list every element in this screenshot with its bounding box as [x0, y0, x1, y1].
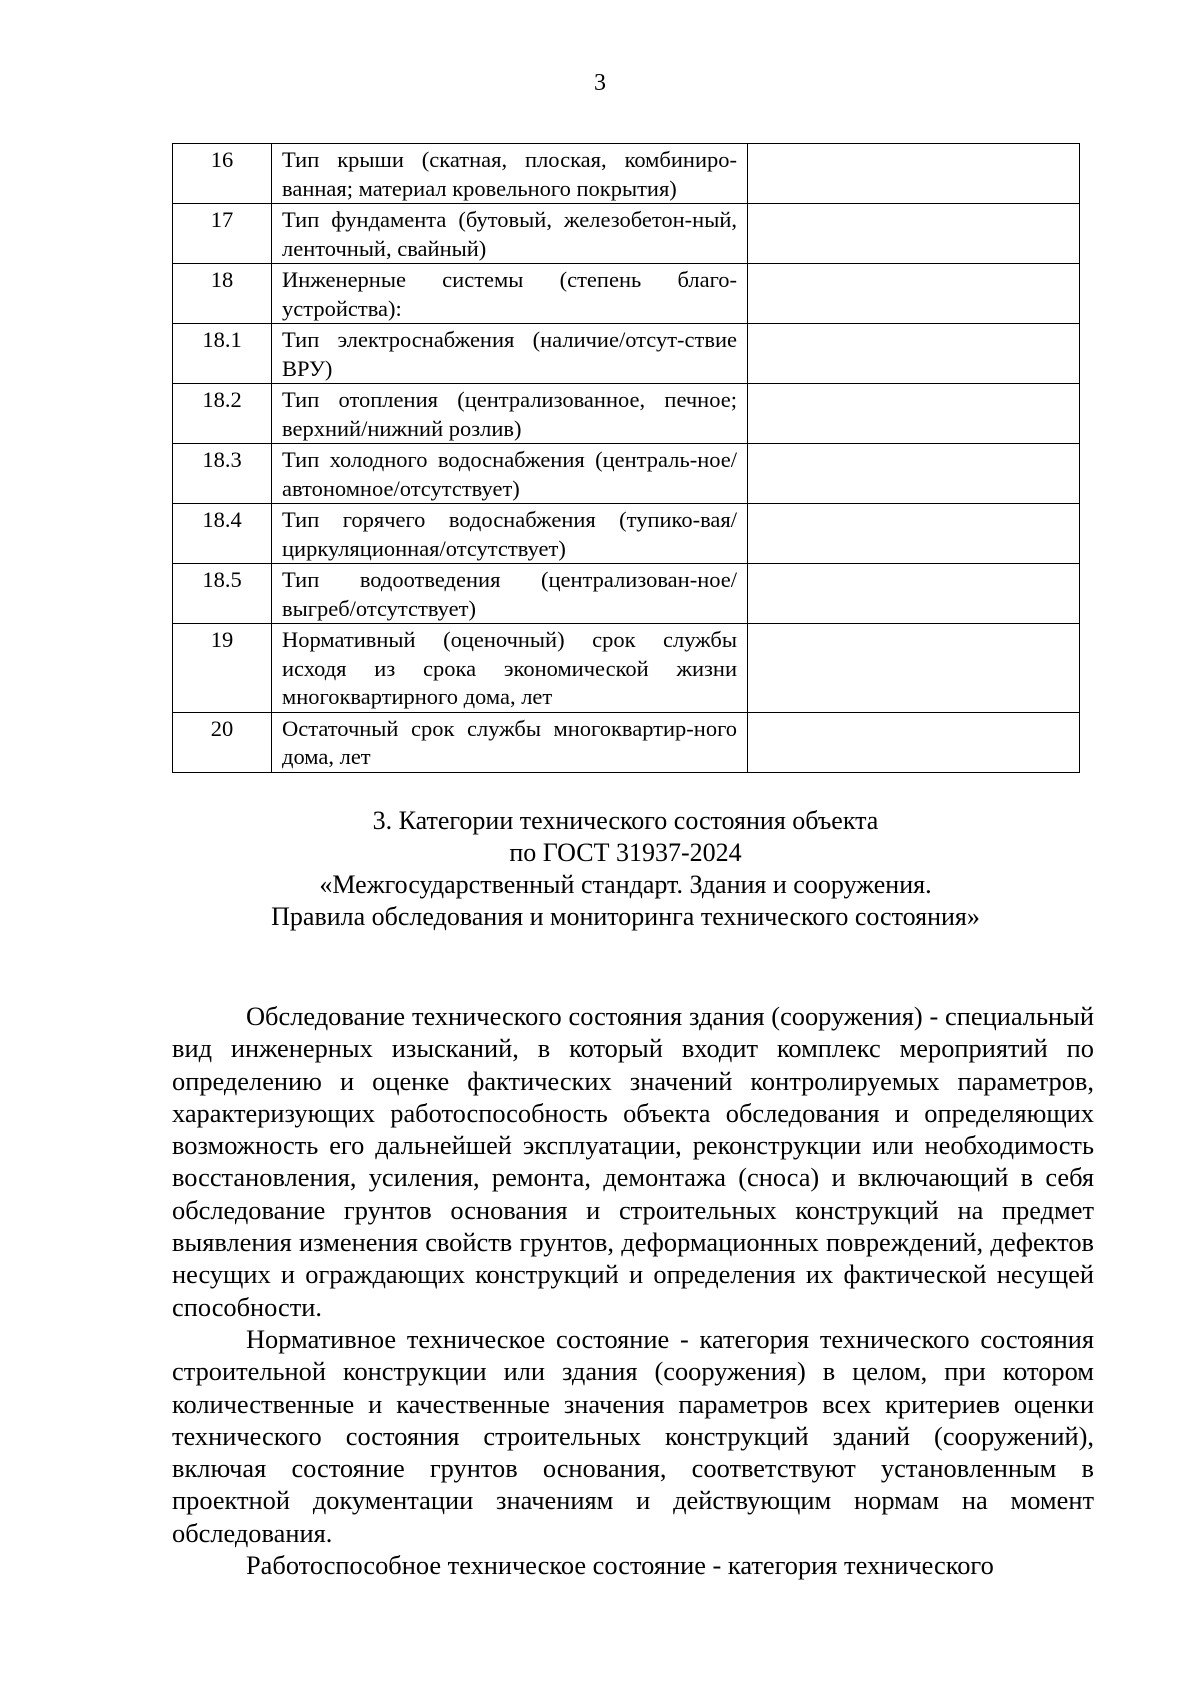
- table-row: [173, 712, 1080, 772]
- page-number: 3: [594, 70, 606, 96]
- table-row: [173, 624, 1080, 713]
- row-value: [748, 564, 1080, 624]
- row-number: 19: [173, 624, 272, 713]
- row-description: Тип холодного водоснабжения (централь-ное/автономное/отсутствует): [272, 444, 748, 504]
- row-value: [748, 324, 1080, 384]
- table-row: [173, 564, 1080, 624]
- table-row: [173, 384, 1080, 444]
- row-description: Нормативный (оценочный) срок службы исходя из срока экономической жизни многоквартирного дома, лет: [272, 624, 748, 713]
- row-number: 18.1: [173, 324, 272, 384]
- row-number: 18.5: [173, 564, 272, 624]
- row-value: [748, 144, 1080, 204]
- paragraph: Работоспособное техническое состояние - категория технического: [246, 1550, 994, 1581]
- row-value: [748, 204, 1080, 264]
- row-description: Тип водоотведения (централизован-ное/выгреб/отсутствует): [272, 564, 748, 624]
- row-value: [748, 504, 1080, 564]
- section-heading-line: 3. Категории технического состояния объекта: [372, 806, 879, 835]
- row-number: 18.3: [173, 444, 272, 504]
- building-info-table: [172, 143, 1080, 773]
- row-number: 20: [173, 712, 272, 772]
- section-heading: [172, 805, 1079, 933]
- row-number: 18: [173, 264, 272, 324]
- row-description: Инженерные системы (степень благо-устройства):: [272, 264, 748, 324]
- table-row: [173, 444, 1080, 504]
- paragraph: Нормативное техническое состояние - категория технического состояния строительной конструкции или здания (сооружения) в целом, при котором количественные и качественные значения параметров всех критериев оценки технического состояния строительных конструкций зданий (сооружений), включая состояние грунтов основания, соответствуют установленным в проектной документации значениям и действующим нормам на момент обследования.: [172, 1323, 1094, 1548]
- row-value: [748, 264, 1080, 324]
- row-value: [748, 624, 1080, 713]
- row-value: [748, 712, 1080, 772]
- row-description: Тип отопления (централизованное, печное; верхний/нижний розлив): [272, 384, 748, 444]
- row-description: Тип горячего водоснабжения (тупико-вая/циркуляционная/отсутствует): [272, 504, 748, 564]
- table-row: [173, 504, 1080, 564]
- table-row: [173, 324, 1080, 384]
- table-row: [173, 264, 1080, 324]
- row-number: 17: [173, 204, 272, 264]
- table-row: [173, 144, 1080, 204]
- row-description: Остаточный срок службы многоквартир-ного дома, лет: [272, 712, 748, 772]
- row-description: Тип электроснабжения (наличие/отсут-ствие ВРУ): [272, 324, 748, 384]
- row-description: Тип крыши (скатная, плоская, комбиниро-ванная; материал кровельного покрытия): [272, 144, 748, 204]
- row-number: 18.4: [173, 504, 272, 564]
- row-number: 18.2: [173, 384, 272, 444]
- row-number: 16: [173, 144, 272, 204]
- row-value: [748, 384, 1080, 444]
- row-description: Тип фундамента (бутовый, железобетон-ный, ленточный, свайный): [272, 204, 748, 264]
- paragraph: Обследование технического состояния здания (сооружения) - специальный вид инженерных изысканий, в который входит комплекс мероприятий по определению и оценке фактических значений контролируемых параметров, характеризующих работоспособность объекта обследования и определяющих возможность его дальнейшей эксплуатации, реконструкции или необходимость восстановления, усиления, ремонта, демонтажа (сноса) и включающий в себя обследование грунтов основания и строительных конструкций на предмет выявления изменения свойств грунтов, деформационных повреждений, дефектов несущих и ограждающих конструкций и определения их фактической несущей способности.: [172, 1001, 1094, 1322]
- row-value: [748, 444, 1080, 504]
- body-text: [172, 1000, 1094, 1581]
- section-heading-line: по ГОСТ 31937-2024: [509, 838, 742, 867]
- section-heading-line: «Межгосударственный стандарт. Здания и сооружения.: [319, 870, 932, 899]
- section-heading-line: Правила обследования и мониторинга технического состояния»: [271, 902, 980, 931]
- table-row: [173, 204, 1080, 264]
